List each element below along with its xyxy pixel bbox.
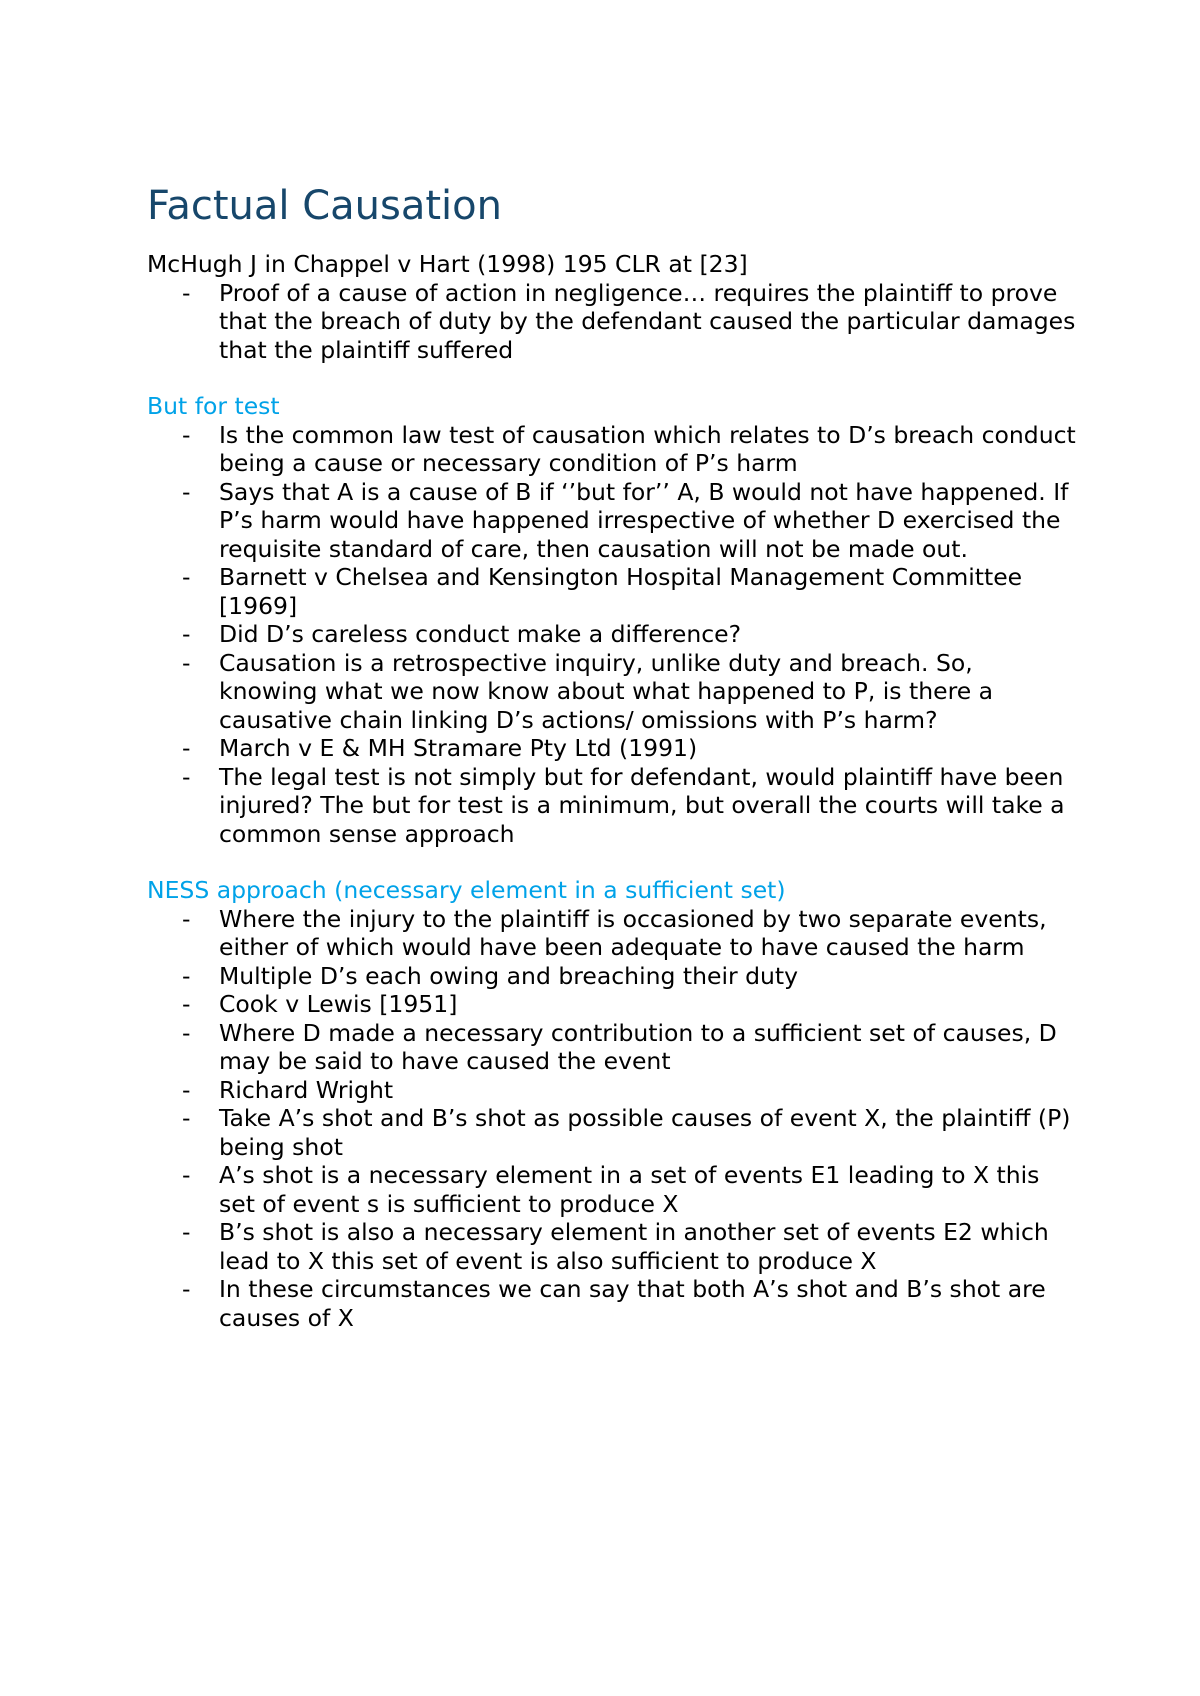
list-item bbox=[147, 1161, 1077, 1218]
bullet-marker: - bbox=[182, 477, 191, 506]
list-item bbox=[147, 1076, 1077, 1105]
bullet-marker: - bbox=[182, 904, 191, 933]
bullet-marker: - bbox=[182, 1104, 191, 1132]
bullet-marker: - bbox=[182, 1218, 191, 1246]
list-item bbox=[147, 1104, 1077, 1161]
document-content bbox=[147, 178, 1077, 1332]
list-item-text: Barnett v Chelsea and Kensington Hospital Management Committee [1969] bbox=[219, 563, 1023, 620]
list-item bbox=[147, 1019, 1077, 1076]
list-item bbox=[147, 962, 1077, 991]
list-item-text: The legal test is not simply but for defendant, would plaintiff have been injured? The but for test is a minimum, but overall the courts will take a common sense approach bbox=[219, 762, 1065, 848]
list-item-text: B’s shot is also a necessary element in another set of events E2 which lead to X this set of event is also sufficient to produce X bbox=[219, 1218, 1049, 1275]
bullet-marker: - bbox=[182, 961, 191, 990]
bullet-marker: - bbox=[182, 762, 191, 791]
list-item bbox=[147, 279, 1077, 365]
list-item-text: In these circumstances we can say that both A’s shot and B’s shot are causes of X bbox=[219, 1275, 1046, 1332]
section-heading-ness: NESS approach (necessary element in a sufficient set) bbox=[147, 876, 786, 904]
section-heading-but-for: But for test bbox=[147, 392, 280, 420]
list-item-text: Is the common law test of causation which relates to D’s breach conduct being a cause or necessary condition of P’s harm bbox=[219, 420, 1076, 477]
bullet-marker: - bbox=[182, 1161, 191, 1189]
bullet-marker: - bbox=[182, 420, 191, 449]
ness-list bbox=[147, 905, 1077, 1333]
intro-list bbox=[147, 279, 1077, 365]
list-item-text: Where the injury to the plaintiff is occasioned by two separate events, either of which would have been adequate to have caused the harm bbox=[219, 904, 1047, 961]
bullet-marker: - bbox=[182, 990, 191, 1018]
bullet-marker: - bbox=[182, 648, 191, 677]
intro-citation: McHugh J in Chappel v Hart (1998) 195 CLR at [23] bbox=[147, 250, 748, 278]
list-item-text: March v E & MH Stramare Pty Ltd (1991) bbox=[219, 734, 698, 762]
bullet-marker: - bbox=[182, 1075, 191, 1104]
list-item-text: Cook v Lewis [1951] bbox=[219, 990, 458, 1018]
bullet-marker: - bbox=[182, 1018, 191, 1047]
bullet-marker: - bbox=[182, 734, 191, 762]
list-item-text: Multiple D’s each owing and breaching their duty bbox=[219, 961, 799, 990]
list-item-text: Did D’s careless conduct make a difference? bbox=[219, 620, 742, 648]
page-title: Factual Causation bbox=[147, 183, 502, 229]
list-item bbox=[147, 478, 1077, 564]
list-item bbox=[147, 649, 1077, 735]
bullet-marker: - bbox=[182, 278, 191, 307]
list-item bbox=[147, 620, 1077, 649]
list-item bbox=[147, 1218, 1077, 1275]
list-item bbox=[147, 990, 1077, 1019]
list-item bbox=[147, 905, 1077, 962]
list-item-text: Take A’s shot and B’s shot as possible causes of event X, the plaintiff (P) being shot bbox=[219, 1104, 1071, 1161]
list-item-text: Proof of a cause of action in negligence… requires the plaintiff to prove that the breach of duty by the defendant caused the particular damages that the plaintiff suffered bbox=[219, 278, 1076, 364]
list-item bbox=[147, 763, 1077, 849]
list-item-text: Causation is a retrospective inquiry, unlike duty and breach. So, knowing what we now know about what happened to P, is there a causative chain linking D’s actions/ omissions with P’s harm? bbox=[219, 648, 994, 734]
list-item-text: A’s shot is a necessary element in a set of events E1 leading to X this set of event s is sufficient to produce X bbox=[219, 1161, 1040, 1218]
but-for-list bbox=[147, 421, 1077, 849]
list-item bbox=[147, 421, 1077, 478]
bullet-marker: - bbox=[182, 563, 191, 591]
list-item-text: Says that A is a cause of B if ‘’but for’’ A, B would not have happened. If P’s harm would have happened irrespective of whether D exercised the requisite standard of care, then causation will not be made out. bbox=[219, 477, 1069, 563]
list-item bbox=[147, 1275, 1077, 1332]
list-item bbox=[147, 734, 1077, 763]
list-item bbox=[147, 563, 1077, 620]
list-item-text: Richard Wright bbox=[219, 1075, 394, 1104]
bullet-marker: - bbox=[182, 620, 191, 648]
bullet-marker: - bbox=[182, 1275, 191, 1303]
list-item-text: Where D made a necessary contribution to a sufficient set of causes, D may be said to have caused the event bbox=[219, 1018, 1057, 1075]
